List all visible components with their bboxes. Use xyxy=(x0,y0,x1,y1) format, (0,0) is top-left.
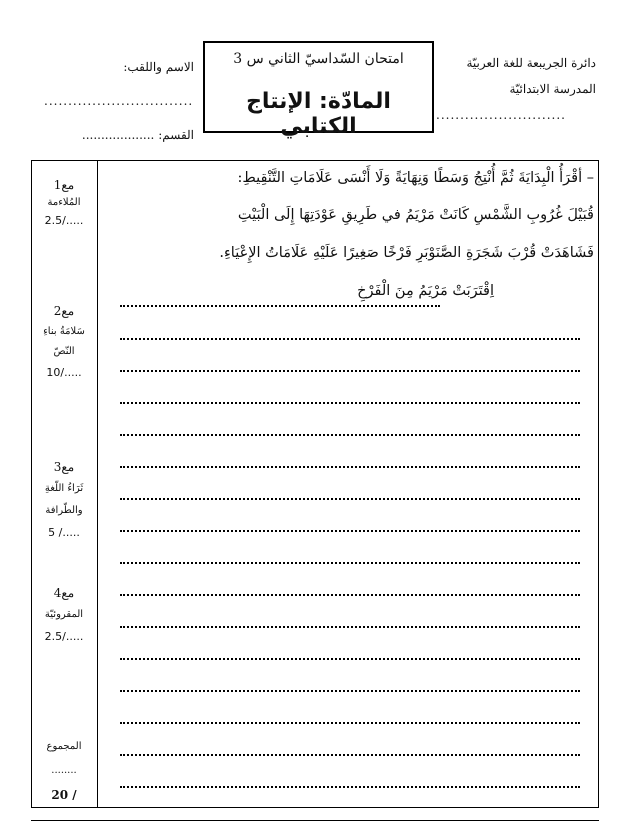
writing-line[interactable] xyxy=(120,338,580,340)
writing-line[interactable] xyxy=(120,562,580,564)
writing-line[interactable] xyxy=(120,498,580,500)
story-line-1: قُبَيْلَ غُرُوبِ الشَّمْسِ كَانَتْ مَرْيَمُ في طَرِيقِ عَوْدَتِهَا إِلَى الْبَيْتِ xyxy=(237,207,594,223)
writing-line[interactable] xyxy=(120,402,580,404)
school-info xyxy=(436,50,596,128)
exam-title: امتحان السّداسيّ الثاني س 3 xyxy=(233,51,404,67)
class-row xyxy=(44,118,194,152)
criterion-desc: سَلامَةُ بناءِ النّصّ xyxy=(43,326,85,357)
exam-title-box xyxy=(203,41,434,139)
criterion-desc: المقروئيّة xyxy=(44,609,84,620)
criterion-score[interactable]: 2.5/..... xyxy=(44,214,84,227)
criterion-score[interactable]: 2.5/..... xyxy=(44,630,84,643)
writing-line[interactable] xyxy=(120,754,580,756)
district-label: دائرة الجريبعة للغة العربيّة xyxy=(466,56,596,70)
school-dots: ........................... xyxy=(436,108,566,122)
writing-line[interactable] xyxy=(120,626,580,628)
criterion-title: مع3 xyxy=(53,460,75,474)
class-label: القسم: xyxy=(158,128,194,142)
story-line-3: اِقْتَرَبَتْ مَرْيَمُ مِنَ الْفَرْخِ xyxy=(357,283,494,299)
criterion-title: مع2 xyxy=(53,304,75,318)
writing-line[interactable] xyxy=(120,690,580,692)
criterion-title: مع1 xyxy=(53,178,75,192)
story-line-2: فَشَاهَدَتْ قُرْبَ شَجَرَةِ الصَّنَوْبَرِ فَرْخًا صَغِيرًا عَلَيْهِ عَلَامَاتُ الإِعْيَاءِ. xyxy=(219,245,594,261)
name-label: الاسم واللقب: xyxy=(123,60,194,74)
class-field[interactable]: ................... xyxy=(81,128,155,142)
criterion-desc: المُلاءمة xyxy=(47,197,81,208)
writing-line[interactable] xyxy=(120,434,580,436)
total-label: المجموع xyxy=(46,741,82,752)
criterion-desc: ثَرَاءُ اللّغةِ والطّرافة xyxy=(44,483,84,516)
writing-line[interactable] xyxy=(120,370,580,372)
page-bottom-rule xyxy=(31,820,599,821)
school-label: المدرسة الابتدائيّة xyxy=(509,82,596,96)
criterion-2 xyxy=(33,302,95,382)
criterion-score[interactable]: 5 /..... xyxy=(48,526,80,539)
writing-line[interactable] xyxy=(120,658,580,660)
writing-line[interactable] xyxy=(120,594,580,596)
subject-value: الإنتاج الكتابي xyxy=(246,89,357,139)
criteria-divider xyxy=(97,160,98,808)
criterion-4 xyxy=(33,584,95,646)
writing-line[interactable] xyxy=(120,305,440,307)
total-max: 20 / xyxy=(51,788,77,802)
total-score xyxy=(33,738,95,804)
subject-label: المادّة: xyxy=(319,89,391,114)
student-info xyxy=(44,50,194,152)
exam-subject xyxy=(205,89,432,139)
instruction: – أقْرَأُ الْبِدَايَةَ ثُمَّ أُنْتِجُ وَسَطًا وَنِهَايَةً وَلَا أَنْسَى عَلَامَاتِ التَّنْقِيطِ: xyxy=(237,170,594,186)
criterion-1 xyxy=(33,176,95,230)
name-field[interactable]: ............................... xyxy=(44,94,194,108)
writing-line[interactable] xyxy=(120,466,580,468)
writing-line[interactable] xyxy=(120,530,580,532)
criterion-3 xyxy=(33,458,95,542)
criterion-score[interactable]: 10/..... xyxy=(46,366,82,379)
writing-line[interactable] xyxy=(120,722,580,724)
criterion-title: مع4 xyxy=(53,586,75,600)
total-dots[interactable]: ........ xyxy=(51,765,77,776)
writing-line[interactable] xyxy=(120,786,580,788)
